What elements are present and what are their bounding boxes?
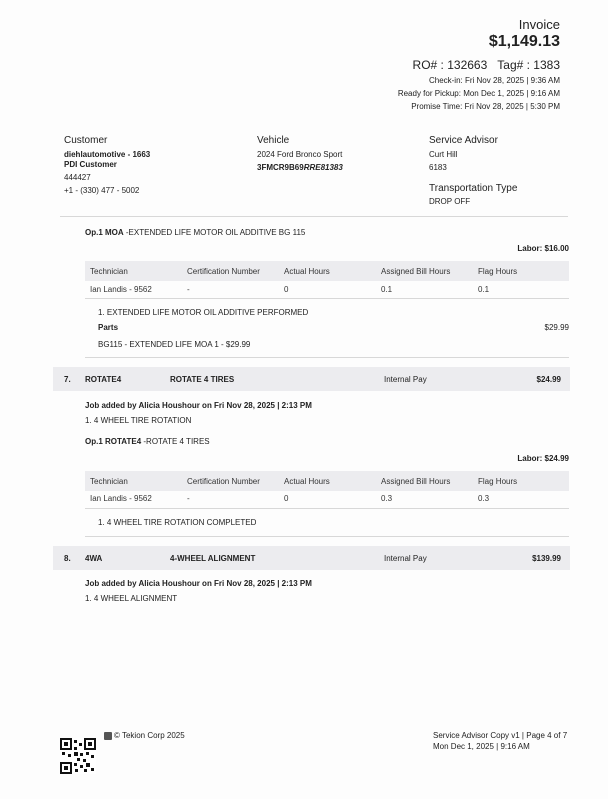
transport-value: DROP OFF (429, 197, 471, 206)
job-7-amount: $24.99 (536, 375, 561, 384)
part-line: BG115 - EXTENDED LIFE MOA 1 - $29.99 (98, 340, 251, 349)
checkin-time: Check-in: Fri Nov 28, 2025 | 9:36 AM (428, 76, 560, 85)
parts-price: $29.99 (544, 323, 569, 332)
job-7-code: ROTATE4 (85, 375, 122, 384)
copyright: © Tekion Corp 2025 (114, 731, 185, 740)
divider (85, 357, 569, 358)
vehicle-vin (257, 163, 343, 172)
job-8-number: 8. (64, 554, 71, 563)
customer-name: diehlautomotive - 1663 (64, 150, 151, 159)
table-cell-cert: - (187, 494, 190, 503)
divider (60, 216, 568, 217)
table-cell-assigned: 0.3 (381, 494, 393, 503)
op-moa-labor: Labor: $16.00 (517, 244, 569, 253)
col-actual: Actual Hours (284, 267, 330, 276)
customer-id: 444427 (64, 173, 91, 182)
row-divider (85, 508, 569, 509)
parts-label: Parts (98, 323, 119, 332)
ready-time: Ready for Pickup: Mon Dec 1, 2025 | 9:16 AM (397, 89, 560, 98)
customer-heading: Customer (64, 135, 108, 146)
ro-tag-line (413, 58, 560, 72)
table-cell-assigned: 0.1 (381, 285, 393, 294)
transport-heading: Transportation Type (429, 183, 518, 194)
job-8-desc: 4-WHEEL ALIGNMENT (170, 554, 256, 563)
invoice-total: $1,149.13 (488, 33, 560, 50)
advisor-number: 6183 (429, 163, 447, 172)
table-cell-actual: 0 (284, 494, 289, 503)
col-cert: Certification Number (187, 267, 260, 276)
ro-number: RO# : 132663 (412, 58, 488, 72)
col-technician: Technician (90, 267, 128, 276)
table-cell-technician: Ian Landis - 9562 (90, 285, 152, 294)
divider (85, 536, 569, 537)
advisor-heading: Service Advisor (429, 135, 498, 146)
customer-phone: +1 - (330) 477 - 5002 (64, 186, 140, 195)
copy-info: Service Advisor Copy v1 | Page 4 of 7 (433, 731, 568, 740)
job-8-code: 4WA (85, 554, 103, 563)
job-7-added: Job added by Alicia Houshour on Fri Nov 28, 2025 | 2:13 PM (85, 401, 312, 410)
job-8-amount: $139.99 (532, 554, 561, 563)
doc-title: Invoice (518, 17, 560, 32)
job-7-op-desc: -ROTATE 4 TIRES (141, 437, 210, 446)
op-moa-title (85, 228, 305, 237)
col-flag: Flag Hours (478, 267, 518, 276)
vehicle-model: 2024 Ford Bronco Sport (257, 150, 343, 159)
row-divider (85, 298, 569, 299)
op-moa-note: 1. EXTENDED LIFE MOTOR OIL ADDITIVE PERFORMED (98, 308, 309, 317)
job-8-added: Job added by Alicia Houshour on Fri Nov 28, 2025 | 2:13 PM (85, 579, 312, 588)
job-7-number: 7. (64, 375, 71, 384)
job-8-concern: 1. 4 WHEEL ALIGNMENT (85, 594, 178, 603)
printed-date: Mon Dec 1, 2025 | 9:16 AM (433, 742, 530, 751)
tekion-logo-icon (104, 732, 112, 740)
job-8-bar (53, 546, 570, 570)
table-cell-flag: 0.3 (478, 494, 490, 503)
tag-number: Tag# : 1383 (497, 58, 560, 72)
job-7-desc: ROTATE 4 TIRES (170, 375, 235, 384)
job-7-op-code: Op.1 ROTATE4 (85, 437, 142, 446)
vehicle-heading: Vehicle (257, 135, 290, 146)
op-moa-desc: -EXTENDED LIFE MOTOR OIL ADDITIVE BG 115 (123, 228, 306, 237)
col-assigned: Assigned Bill Hours (381, 477, 451, 486)
advisor-name: Curt Hill (429, 150, 458, 159)
vin-prefix: 3FMCR9B69 (257, 163, 304, 172)
col-actual: Actual Hours (284, 477, 330, 486)
job-7-concern: 1. 4 WHEEL TIRE ROTATION (85, 416, 192, 425)
job-7-note: 1. 4 WHEEL TIRE ROTATION COMPLETED (98, 518, 257, 527)
job-7-bar (53, 367, 570, 391)
op-moa-code: Op.1 MOA (85, 228, 124, 237)
customer-type: PDI Customer (64, 160, 117, 169)
table-cell-cert: - (187, 285, 190, 294)
table-cell-technician: Ian Landis - 9562 (90, 494, 152, 503)
job-7-pay: Internal Pay (384, 375, 427, 384)
promise-time: Promise Time: Fri Nov 28, 2025 | 5:30 PM (411, 102, 560, 111)
table-cell-actual: 0 (284, 285, 289, 294)
job-7-op-title (85, 437, 210, 446)
col-cert: Certification Number (187, 477, 260, 486)
qr-code-icon (60, 738, 96, 774)
vin-suffix: RRE81383 (303, 163, 343, 172)
job-8-pay: Internal Pay (384, 554, 427, 563)
table-cell-flag: 0.1 (478, 285, 490, 294)
job-7-labor: Labor: $24.99 (517, 454, 569, 463)
col-assigned: Assigned Bill Hours (381, 267, 451, 276)
col-technician: Technician (90, 477, 128, 486)
col-flag: Flag Hours (478, 477, 518, 486)
